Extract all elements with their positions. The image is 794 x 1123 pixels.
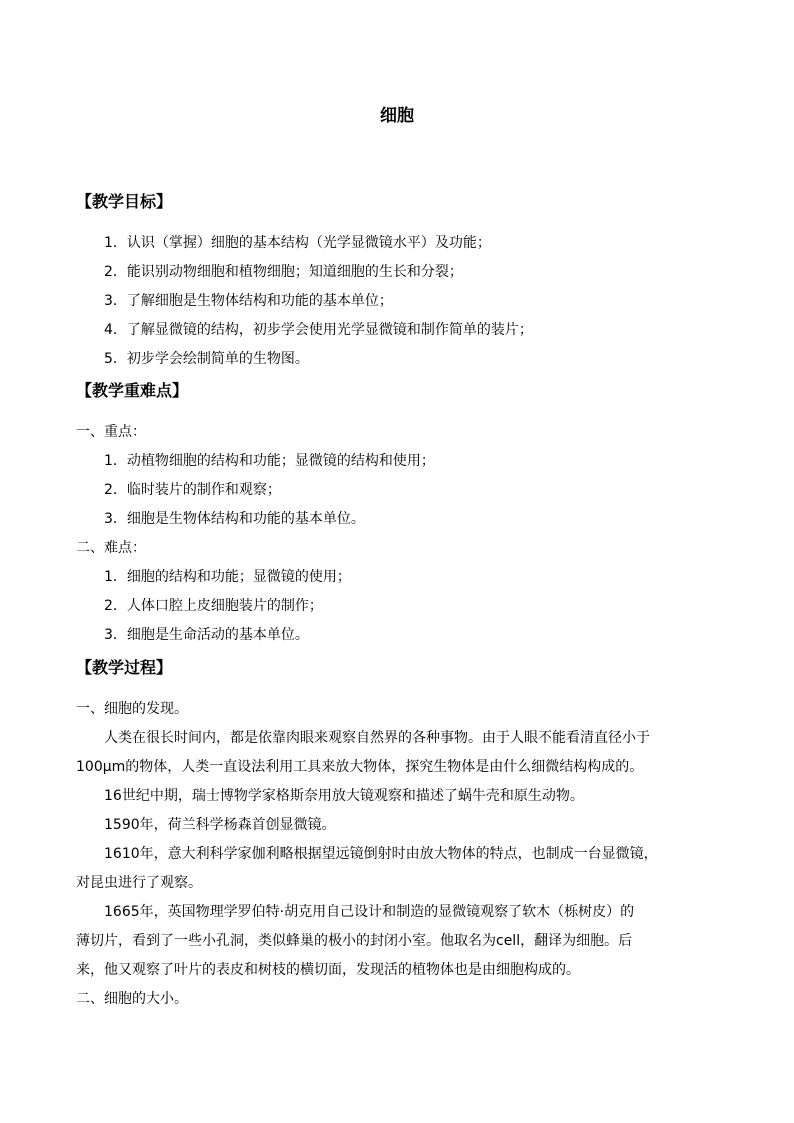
objective-item: 3．了解细胞是生物体结构和功能的基本单位； [104, 293, 393, 309]
paragraph-line: 人类在很长时间内，都是依靠肉眼来观察自然界的各种事物。由于人眼不能看清直径小于 [104, 730, 650, 746]
objective-item: 5．初步学会绘制简单的生物图。 [104, 351, 309, 367]
difficulty-item: 3．细胞是生命活动的基本单位。 [104, 627, 309, 643]
focus-item: 3．细胞是生物体结构和功能的基本单位。 [104, 511, 365, 527]
paragraph-line: 对昆虫进行了观察。 [76, 875, 202, 891]
paragraph-line: 16世纪中期，瑞士博物学家格斯奈用放大镜观察和描述了蜗牛壳和原生动物。 [104, 788, 584, 804]
paragraph-line: 薄切片，看到了一些小孔洞，类似蜂巢的极小的封闭小室。他取名为cell，翻译为细胞。后 [76, 933, 633, 949]
objective-item: 4．了解显微镜的结构，初步学会使用光学显微镜和制作简单的装片； [104, 322, 533, 338]
focus-label: 一、重点： [76, 424, 146, 440]
difficulty-label: 二、难点： [76, 540, 146, 556]
size-label: 二、细胞的大小。 [76, 991, 188, 1007]
page-title: 细胞 [380, 106, 414, 126]
paragraph-line: 1590年，荷兰科学杨森首创显微镜。 [104, 817, 336, 833]
key-points-heading: 【教学重难点】 [76, 381, 189, 400]
focus-item: 2．临时装片的制作和观察； [104, 482, 281, 498]
paragraph-line: 来，他又观察了叶片的表皮和树枝的横切面，发现活的植物体也是由细胞构成的。 [76, 962, 580, 978]
paragraph-line: 100μm的物体，人类一直设法利用工具来放大物体，探究生物体是由什么细微结构构成的。 [76, 759, 644, 775]
process-heading: 【教学过程】 [76, 658, 173, 677]
objective-item: 2．能识别动物细胞和植物细胞；知道细胞的生长和分裂； [104, 264, 463, 280]
focus-item: 1．动植物细胞的结构和功能；显微镜的结构和使用； [104, 453, 435, 469]
objectives-heading: 【教学目标】 [76, 192, 173, 211]
difficulty-item: 1．细胞的结构和功能；显微镜的使用； [104, 569, 351, 585]
paragraph-line: 1665年，英国物理学罗伯特·胡克用自己设计和制造的显微镜观察了软木（栎树皮）的 [104, 904, 635, 920]
paragraph-line: 1610年，意大利科学家伽利略根据望远镜倒射时由放大物体的特点，也制成一台显微镜， [104, 846, 658, 862]
discovery-label: 一、细胞的发现。 [76, 701, 188, 717]
objective-item: 1．认识（掌握）细胞的基本结构（光学显微镜水平）及功能； [104, 235, 491, 251]
difficulty-item: 2．人体口腔上皮细胞装片的制作； [104, 598, 323, 614]
